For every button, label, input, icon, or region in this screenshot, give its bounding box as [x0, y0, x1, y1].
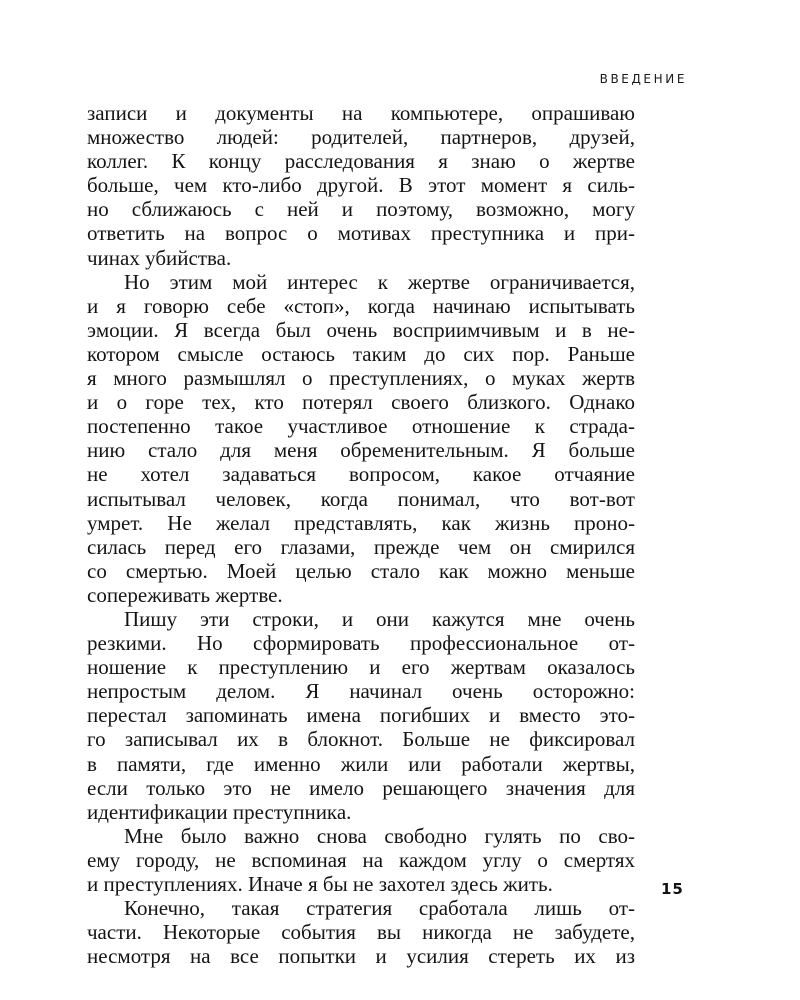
text-line: Но этим мой интерес к жертве ограничивается, — [124, 269, 635, 294]
text-line: несмотря на все попытки и усилия стереть их из — [87, 944, 635, 969]
text-line: записи и документы на компьютере, опрашиваю — [87, 101, 635, 125]
paragraph-2 — [87, 270, 635, 607]
text-line: Конечно, такая стратегия сработала лишь от- — [124, 896, 635, 921]
text-line: ему городу, не вспоминая на каждом углу о смертях — [87, 847, 635, 872]
text-line: и я говорю себе «стоп», когда начинаю испытывать — [87, 293, 635, 318]
text-line: постепенно такое участливое отношение к страда- — [87, 414, 635, 439]
text-line: перестал запоминать имена погибших и вместо это- — [87, 703, 635, 728]
text-line: чинах убийства. — [87, 245, 232, 270]
text-line: ношение к преступлению и его жертвам оказалось — [87, 655, 635, 680]
text-line: множество людей: родителей, партнеров, друзей, — [87, 125, 635, 150]
text-line: части. Некоторые события вы никогда не забудете, — [87, 920, 635, 945]
text-line: но сближаюсь с ней и поэтому, возможно, могу — [87, 197, 635, 222]
text-line: умрет. Не желал представлять, как жизнь проно- — [87, 510, 635, 535]
body-text — [87, 101, 635, 968]
text-line: и о горе тех, кто потерял своего близкого. Однако — [87, 390, 635, 415]
text-line: идентификации преступника. — [87, 799, 352, 824]
text-line: в памяти, где именно жили или работали жертвы, — [87, 751, 635, 776]
running-head: ВВЕДЕНИЕ — [599, 72, 687, 86]
text-line: если только это не имело решающего значения для — [87, 775, 635, 800]
text-line: котором смысле остаюсь таким до сих пор. Раньше — [87, 341, 635, 366]
text-line: эмоции. Я всегда был очень восприимчивым и в не- — [87, 317, 635, 342]
paragraph-4 — [87, 824, 635, 896]
text-line: го записывал их в блокнот. Больше не фиксировал — [87, 727, 635, 752]
text-line: ответить на вопрос о мотивах преступника и при- — [87, 221, 635, 246]
paragraph-3 — [87, 607, 635, 824]
text-line: больше, чем кто-либо другой. В этот момент я силь- — [87, 173, 635, 198]
text-line: непростым делом. Я начинал очень осторожно: — [87, 679, 635, 704]
text-line: не хотел задаваться вопросом, какое отчаяние — [87, 462, 635, 487]
text-line: со смертью. Моей целью стало как можно меньше — [87, 558, 635, 583]
text-line: нию стало для меня обременительным. Я больше — [87, 438, 635, 463]
paragraph-1 — [87, 101, 635, 270]
text-line: я много размышлял о преступлениях, о муках жертв — [87, 366, 635, 391]
text-line: сопереживать жертве. — [87, 582, 283, 607]
paragraph-5 — [87, 896, 635, 968]
text-line: Мне было важно снова свободно гулять по сво- — [124, 823, 635, 848]
text-line: Пишу эти строки, и они кажутся мне очень — [124, 606, 635, 631]
text-line: коллег. К концу расследования я знаю о жертве — [87, 149, 635, 174]
text-line: резкими. Но сформировать профессиональное от- — [87, 631, 635, 656]
text-line: испытывал человек, когда понимал, что вот-вот — [87, 486, 635, 511]
text-line: и преступлениях. Иначе я бы не захотел здесь жить. — [87, 872, 553, 896]
page-number: 15 — [661, 880, 684, 898]
text-line: силась перед его глазами, прежде чем он смирился — [87, 534, 635, 559]
